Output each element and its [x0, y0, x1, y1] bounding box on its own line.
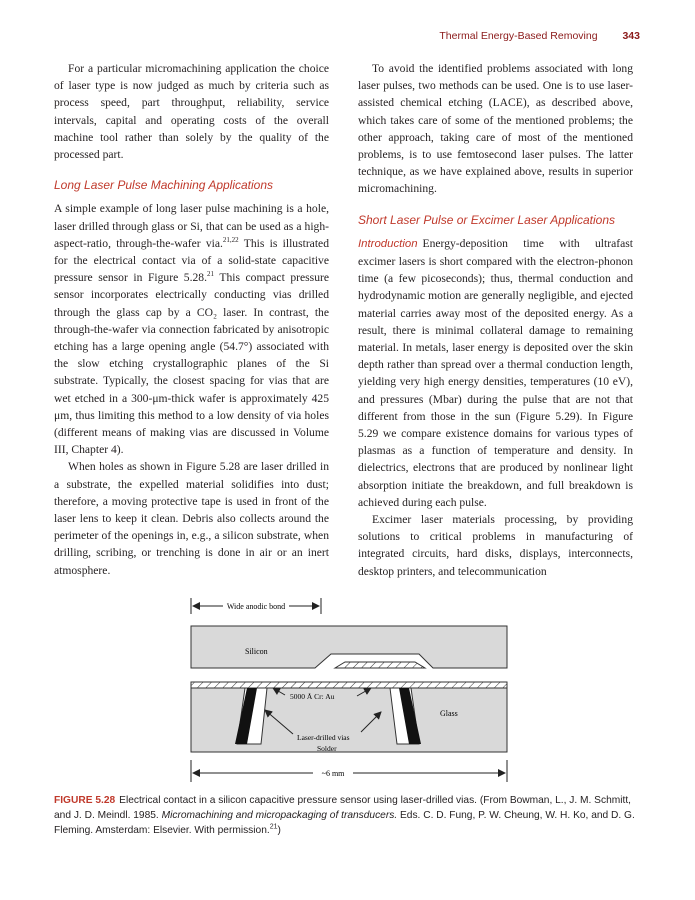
caption-label: FIGURE 5.28	[54, 795, 116, 806]
page-number: 343	[622, 30, 640, 42]
left-paragraph-3: When holes as shown in Figure 5.28 are laser drilled in a substrate, the expelled material solidifies into dust; therefore, a moving protective tape is used in front of the laser lens to keep it clean. Debris also collects around the perimeter of the openings in, e.g., a silicon substrate, when drilling, scribing, or trenching is done in air or an inert atmosphere.	[54, 460, 329, 577]
runin-heading: Introduction	[358, 237, 418, 250]
label-width: ~6 mm	[321, 769, 345, 778]
caption-text-b: Eds. C. D. Fung, P. W. Cheung, W. H. Ko, and D. G. Fleming. Amsterdam: Elsevier. With permission.	[54, 810, 635, 836]
citation-ref: 21,22	[222, 235, 239, 244]
figure-5-28	[185, 598, 515, 783]
metal-layer	[191, 682, 507, 688]
caption-title: Micromachining and micropackaging of transducers.	[161, 810, 398, 821]
label-silicon: Silicon	[245, 647, 268, 656]
left-paragraph-2-a: A simple example of long laser pulse machining is a hole, laser drilled through glass or Si, that can be used as a high-aspect-ratio, through-the-wafer via.	[54, 202, 329, 250]
right-paragraph-2	[358, 235, 633, 511]
figure-caption	[54, 793, 644, 838]
caption-text-c: )	[277, 825, 281, 836]
label-anodic-bond: Wide anodic bond	[226, 602, 286, 611]
label-vias: Laser-drilled vias	[297, 733, 350, 742]
label-glass: Glass	[440, 709, 458, 718]
section-heading-long-pulse: Long Laser Pulse Machining Applications	[54, 178, 274, 193]
running-header	[439, 30, 640, 42]
left-paragraph-2	[54, 200, 329, 458]
caption-text-a: Electrical contact in a silicon capacitive pressure sensor using laser-drilled vias. (From Bowman, L., J. M. Schmitt, and J. D. Meindl. 1985.	[54, 795, 631, 821]
left-paragraph-2-c: This compact pressure sensor incorporates electrically conducting vias drilled through the glass cap by a CO₂ laser. In contrast, the through-the-wafer via connection fabricated by anisotropic etching has a large opening angle (54.7°) associated with the slow etching crystallographic planes of the Si substrate. Typically, the closest spacing for vias that are wet etched in a 300-μm-thick wafer is approximately 425 μm, thus limiting this method to a low density of via holes (different means of making vias are discussed in Volume III, Chapter 4).	[54, 271, 330, 457]
pressure-sensor-diagram	[185, 598, 515, 783]
citation-ref: 21	[207, 270, 214, 279]
running-title: Thermal Energy-Based Removing	[439, 30, 598, 42]
right-paragraph-3: Excimer laser materials processing, by providing solutions to critical problems in manufacturing of integrated circuits, hard disks, displays, interconnects, desktop printers, and telecommunication	[358, 513, 633, 578]
right-paragraph-1: To avoid the identified problems associated with long laser pulses, two methods can be used. One is to use laser-assisted chemical etching (LACE), as described above, which takes care of some of the mentioned problems; the other approach, taking care of most of the mentioned problems, is to use femtosecond laser pulses. The latter technique, as we have explained above, results in superior micromachining.	[358, 62, 633, 196]
caption-ref: 21	[269, 823, 278, 831]
left-paragraph-1: For a particular micromachining application the choice of laser type is now judged as much by criteria such as process speed, part throughput, reliability, service intervals, capital and operating costs of the overall machine tool rather than solely by the quality of the processed part.	[54, 62, 329, 162]
right-paragraph-2-text: Energy-deposition time with ultrafast excimer lasers is short compared with the electron-phonon time (a few picoseconds); thus, thermal conduction and hydrodynamic motion are generally negligible, and ejected material carries away most of the deposited energy. As a result, there is minimal collateral damage to remaining material. In metals, laser energy is deposited over the skin depth rather than spread over a thermal conduction length, yielding very high energy densities, temperatures (10 eV), and pressures (Mbar) during the pulse that are not that different from those in the sun (Figure 5.29). In Figure 5.29 we compare existence domains for various types of plasmas as a function of temperature and density. In dielectrics, electrons that are produced by nonlinear light absorption initiate the breakdown, and full breakdown is achieved during each pulse.	[358, 236, 633, 509]
label-metal: 5000 Å Cr: Au	[290, 692, 335, 701]
section-heading-short-pulse: Short Laser Pulse or Excimer Laser Applications	[358, 212, 616, 227]
diaphragm-metal	[335, 662, 425, 668]
label-solder: Solder	[317, 744, 337, 753]
right-column	[358, 60, 633, 580]
left-paragraph-2-b: This is illustrated for the electrical contact via of a solid-state capacitive pressure sensor in Figure 5.28.	[54, 236, 329, 285]
left-column	[54, 60, 329, 579]
